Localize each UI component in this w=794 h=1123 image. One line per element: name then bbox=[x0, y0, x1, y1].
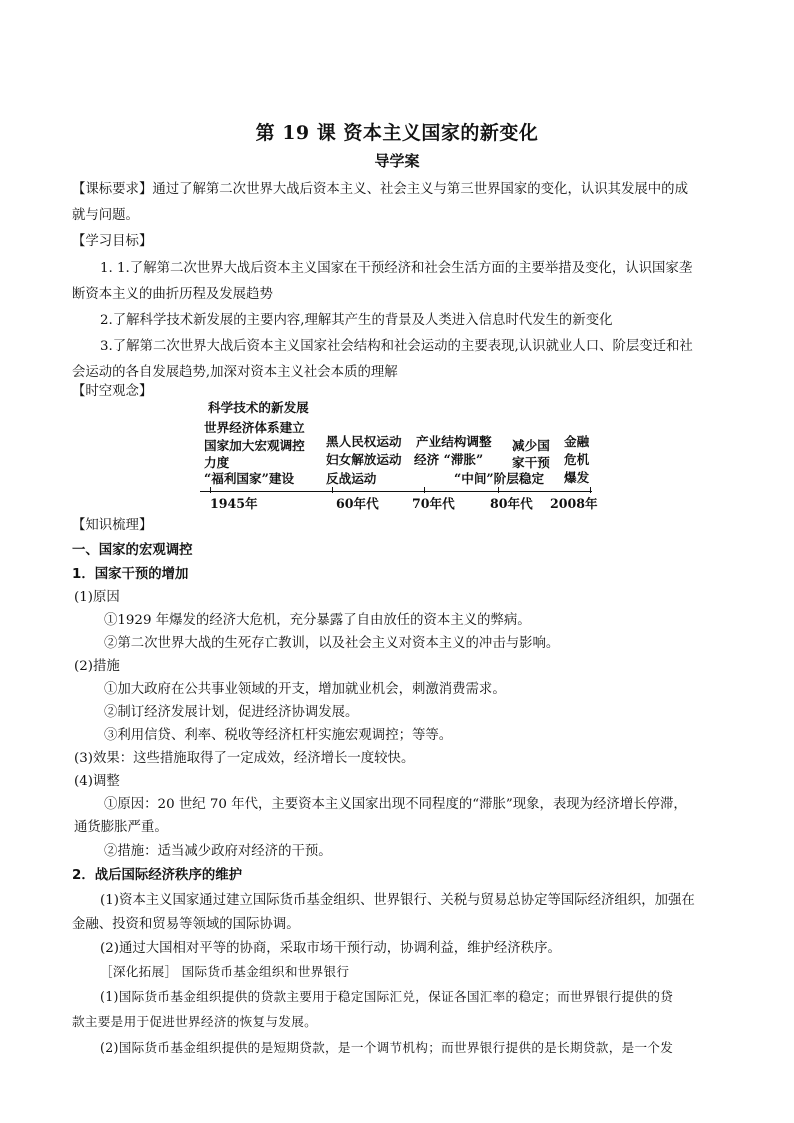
timeline-text: 爆发 bbox=[564, 470, 590, 485]
extension-1a: (1)国际货币基金组织提供的贷款主要用于稳定国际汇兑，保证各国汇率的稳定；而世界银行提供的贷 bbox=[100, 989, 674, 1004]
timeline-text: 危机 bbox=[564, 452, 590, 467]
timeline-text: 减少国 bbox=[512, 438, 550, 453]
extension-title: ［深化拓展］ 国际货币基金组织和世界银行 bbox=[100, 964, 350, 979]
section-1-2-heading: 2．战后国际经济秩序的维护 bbox=[72, 868, 243, 883]
goal-1a: 1. 1.了解第二次世界大战后资本主义国家在干预经济和社会生活方面的主要举措及变化，认识国家垄 bbox=[100, 261, 693, 276]
order-1a: (1)资本主义国家通过建立国际货币基金组织、世界银行、关税与贸易总协定等国际经济组织，加强在 bbox=[100, 893, 695, 908]
adjust-1b: 通货膨胀严重。 bbox=[74, 820, 168, 835]
adjust-heading: (4)调整 bbox=[74, 774, 120, 789]
cause-heading: (1)原因 bbox=[74, 590, 120, 605]
adjust-2: ②措施：适当减少政府对经济的干预。 bbox=[104, 844, 332, 859]
timeline-text: 世界经济体系建立 bbox=[204, 420, 305, 435]
timeline-text: 反战运动 bbox=[326, 471, 377, 486]
timeline-text: 经济 “滞胀” bbox=[414, 452, 484, 467]
measure-heading: (2)措施 bbox=[74, 659, 120, 674]
page-subtitle: 导学案 bbox=[374, 152, 420, 170]
measure-1: ①加大政府在公共事业领域的开支，增加就业机会，刺激消费需求。 bbox=[104, 682, 506, 697]
timeline-text: “福利国家”建设 bbox=[204, 471, 295, 486]
timeline-tick bbox=[332, 487, 333, 493]
timeline-axis bbox=[200, 491, 592, 492]
timeline-diagram bbox=[200, 395, 600, 520]
measure-2: ②制订经济发展计划，促进经济协调发展。 bbox=[104, 705, 359, 720]
cause-2: ②第二次世界大战的生死存亡教训，以及社会主义对资本主义的冲击与影响。 bbox=[104, 636, 560, 651]
goals-label: 【学习目标】 bbox=[72, 234, 153, 249]
standard-line-1 bbox=[72, 178, 688, 197]
timeline-text: “中间”阶层稳定 bbox=[454, 471, 545, 486]
order-2: (2)通过大国相对平等的协商，采取市场干预行动，协调利益，维护经济秩序。 bbox=[100, 941, 561, 956]
timeline-year: 1945年 bbox=[210, 496, 258, 511]
timeline-text: 科学技术的新发展 bbox=[208, 400, 309, 415]
timeline-text: 金融 bbox=[564, 434, 590, 449]
timeline-text: 力度 bbox=[204, 455, 230, 470]
goal-3b: 会运动的各自发展趋势,加深对资本主义社会本质的理解 bbox=[72, 365, 398, 380]
spacetime-label: 【时空观念】 bbox=[72, 384, 153, 399]
page-title: 第 19 课 资本主义国家的新变化 bbox=[255, 122, 539, 144]
measure-3: ③利用信贷、利率、税收等经济杠杆实施宏观调控；等等。 bbox=[104, 728, 453, 743]
timeline-text: 妇女解放运动 bbox=[326, 452, 402, 467]
timeline-text: 黑人民权运动 bbox=[326, 434, 402, 449]
timeline-year: 2008年 bbox=[550, 496, 598, 511]
timeline-text: 家干预 bbox=[512, 455, 550, 470]
effect-line: (3)效果：这些措施取得了一定成效，经济增长一度较快。 bbox=[74, 751, 415, 766]
adjust-1a: ①原因：20 世纪 70 年代，主要资本主义国家出现不同程度的“滞胀”现象，表现为经济增长停滞， bbox=[104, 797, 687, 812]
standard-label: 【课标要求】 bbox=[72, 182, 153, 197]
goal-2: 2.了解科学技术新发展的主要内容,理解其产生的背景及人类进入信息时代发生的新变化 bbox=[100, 313, 613, 328]
timeline-text: 产业结构调整 bbox=[416, 434, 492, 449]
extension-2: (2)国际货币基金组织提供的是短期贷款，是一个调节机构；而世界银行提供的是长期贷款，是一个发 bbox=[100, 1040, 674, 1055]
timeline-text: 国家加大宏观调控 bbox=[204, 438, 305, 453]
extension-1b: 款主要是用于促进世界经济的恢复与发展。 bbox=[72, 1014, 317, 1029]
timeline-year: 80年代 bbox=[490, 496, 533, 511]
timeline-year: 70年代 bbox=[412, 496, 455, 511]
goal-1b: 断资本主义的曲折历程及发展趋势 bbox=[72, 287, 273, 302]
order-1b: 金融、投资和贸易等领域的国际协调。 bbox=[72, 917, 300, 932]
goal-3a: 3.了解第二次世界大战后资本主义国家社会结构和社会运动的主要表现,认识就业人口、阶层变迁和社 bbox=[100, 339, 693, 354]
standard-text-1: 通过了解第二次世界大战后资本主义、社会主义与第三世界国家的变化，认识其发展中的成 bbox=[152, 182, 688, 197]
section-1-1-heading: 1．国家干预的增加 bbox=[72, 567, 189, 582]
cause-1: ①1929 年爆发的经济大危机，充分暴露了自由放任的资本主义的弊病。 bbox=[104, 613, 531, 628]
timeline-year: 60年代 bbox=[336, 496, 379, 511]
standard-text-2: 就与问题。 bbox=[72, 208, 139, 223]
section-1-heading: 一、国家的宏观调控 bbox=[72, 543, 193, 558]
knowledge-label: 【知识梳理】 bbox=[72, 518, 153, 533]
